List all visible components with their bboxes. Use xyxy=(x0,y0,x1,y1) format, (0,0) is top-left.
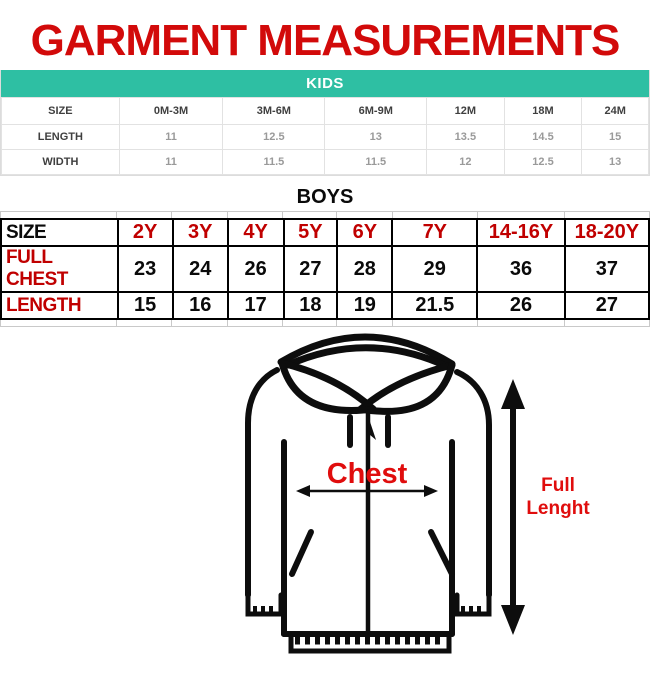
column-header: 12M xyxy=(427,98,505,125)
cell: 4Y xyxy=(228,219,284,246)
chest-label: Chest xyxy=(326,458,408,491)
column-header: SIZE xyxy=(2,98,120,125)
hood-outline xyxy=(281,337,452,411)
right-cuff xyxy=(457,595,489,614)
gridline-strip xyxy=(0,211,650,218)
column-header: 0M-3M xyxy=(119,98,223,125)
cell: 27 xyxy=(284,246,338,292)
boys-table-header: BOYS xyxy=(296,186,354,209)
table-row xyxy=(2,125,649,150)
cell: 7Y xyxy=(392,219,477,246)
left-cuff xyxy=(248,595,281,614)
cell: 24 xyxy=(173,246,228,292)
boys-size-row xyxy=(1,219,649,246)
row-label: LENGTH xyxy=(1,292,118,319)
cell: 12.5 xyxy=(223,125,325,150)
row-label: SIZE xyxy=(1,219,118,246)
cell: 21.5 xyxy=(392,292,477,319)
cell: 36 xyxy=(477,246,564,292)
cell: 2Y xyxy=(118,219,173,246)
cell: 15 xyxy=(582,125,649,150)
column-header: 3M-6M xyxy=(223,98,325,125)
table-row xyxy=(2,150,649,175)
gridline-strip xyxy=(0,320,650,327)
cell: 26 xyxy=(228,246,284,292)
cell: 11 xyxy=(119,150,223,175)
column-header: 18M xyxy=(504,98,582,125)
cell: 5Y xyxy=(284,219,338,246)
cell: 18-20Y xyxy=(565,219,649,246)
cell: 6Y xyxy=(337,219,392,246)
cell: 29 xyxy=(392,246,477,292)
cell: 11.5 xyxy=(223,150,325,175)
cell: 37 xyxy=(565,246,649,292)
cell: 12.5 xyxy=(504,150,582,175)
hem-band xyxy=(291,636,449,651)
kids-size-table xyxy=(0,70,650,176)
cell: 17 xyxy=(228,292,284,319)
cell: 15 xyxy=(118,292,173,319)
column-header: 6M-9M xyxy=(325,98,427,125)
row-label: LENGTH xyxy=(2,125,120,150)
cell: 3Y xyxy=(173,219,228,246)
boys-length-row xyxy=(1,292,649,319)
column-header: 24M xyxy=(582,98,649,125)
cell: 18 xyxy=(284,292,338,319)
boys-chest-row xyxy=(1,246,649,292)
cell: 11 xyxy=(119,125,223,150)
kids-table-header: KIDS xyxy=(1,70,649,97)
cell: 12 xyxy=(427,150,505,175)
cell: 13 xyxy=(582,150,649,175)
row-label: WIDTH xyxy=(2,150,120,175)
cell: 13.5 xyxy=(427,125,505,150)
full-length-label-line2: Lenght xyxy=(526,498,590,520)
cell: 14-16Y xyxy=(477,219,564,246)
cell: 16 xyxy=(173,292,228,319)
kids-column-header-row xyxy=(2,98,649,125)
cell: 26 xyxy=(477,292,564,319)
cell: 23 xyxy=(118,246,173,292)
full-length-measure-arrow xyxy=(501,379,525,635)
page-title: GARMENT MEASUREMENTS xyxy=(30,16,620,65)
cell: 19 xyxy=(337,292,392,319)
pocket-left xyxy=(292,532,311,574)
row-label: FULL CHEST xyxy=(1,246,118,292)
cell: 11.5 xyxy=(325,150,427,175)
pocket-right xyxy=(431,532,452,574)
cell: 13 xyxy=(325,125,427,150)
hoodie-measurement-diagram xyxy=(0,327,650,677)
cell: 14.5 xyxy=(504,125,582,150)
cell: 27 xyxy=(565,292,649,319)
boys-size-table xyxy=(0,211,650,327)
cell: 28 xyxy=(337,246,392,292)
full-length-label-line1: Full xyxy=(541,475,575,497)
